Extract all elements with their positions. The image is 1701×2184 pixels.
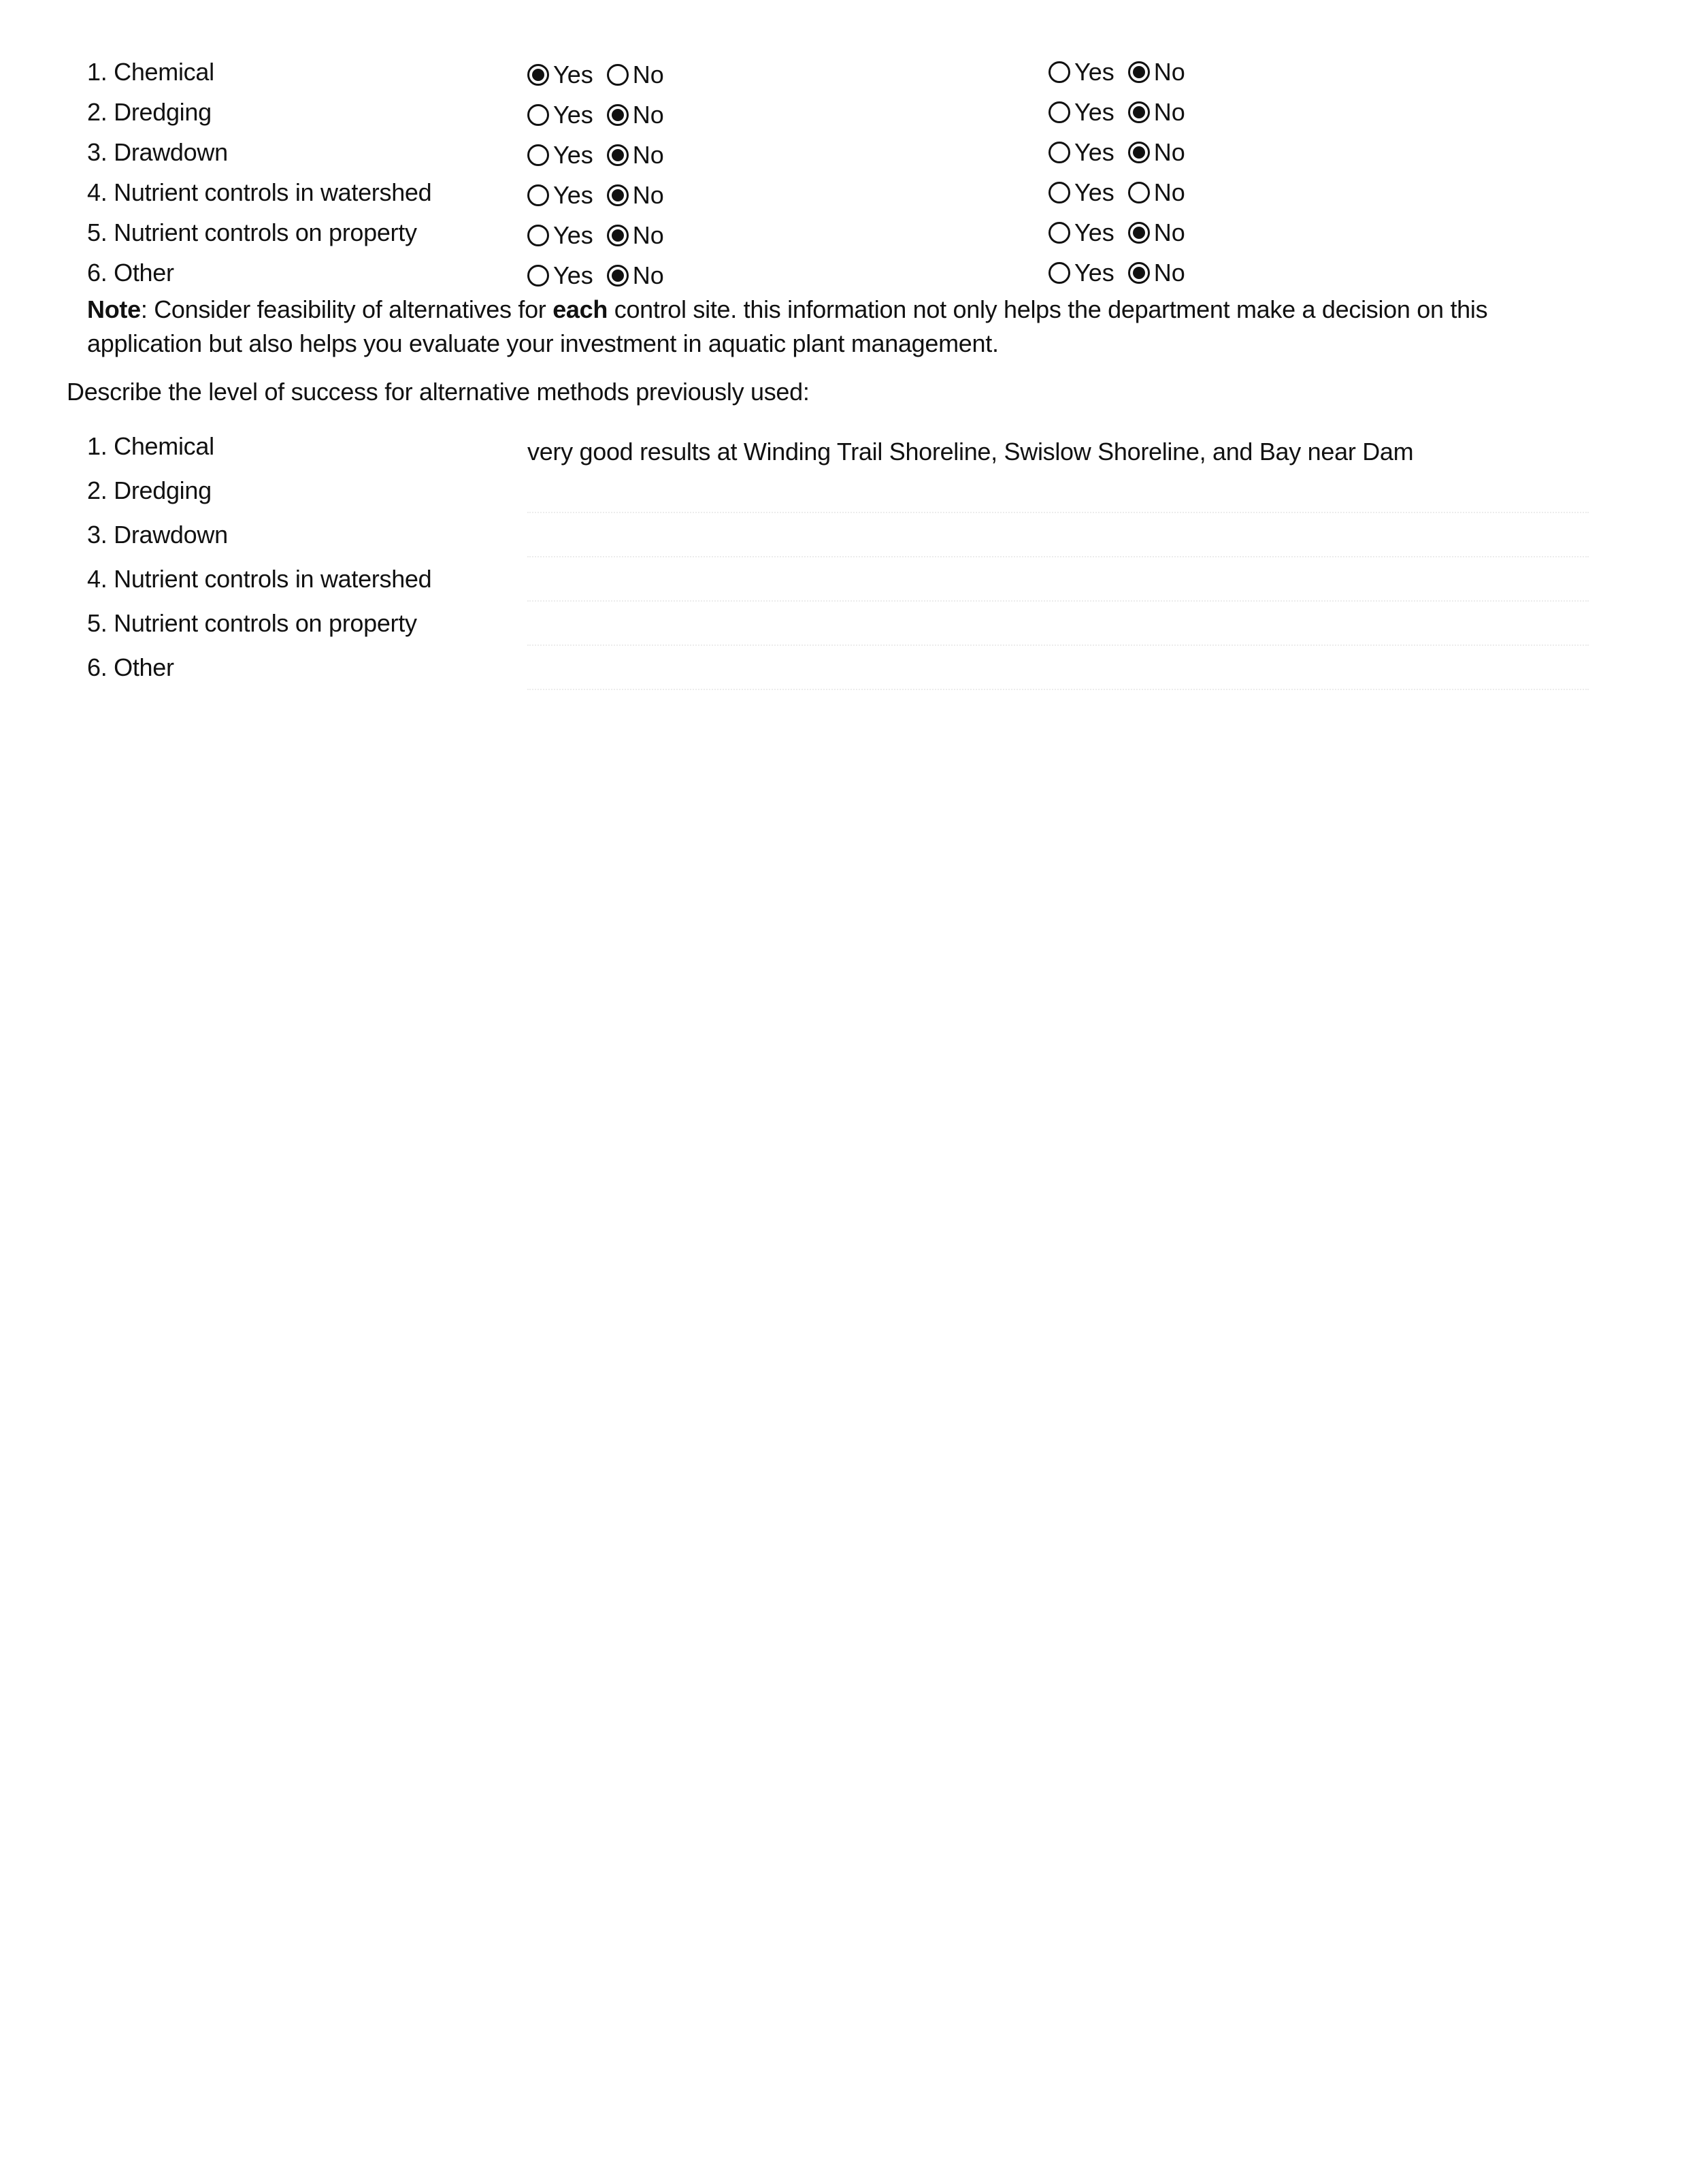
answer-line-4 xyxy=(527,600,1589,603)
no-option[interactable] xyxy=(607,60,664,90)
radio-label: No xyxy=(1153,98,1185,126)
radio-group-row3-col2 xyxy=(1048,137,1199,167)
radio-label: Yes xyxy=(1074,58,1114,86)
yes-option[interactable] xyxy=(527,60,593,90)
radio-dot xyxy=(1133,106,1145,118)
radio-label: No xyxy=(1153,218,1185,246)
radio-group-row4-col2 xyxy=(1048,178,1199,208)
yes-option[interactable] xyxy=(527,180,593,210)
success-label-4: 4. Nutrient controls in watershed xyxy=(87,565,432,593)
success-heading: Describe the level of success for alternative methods previously used: xyxy=(67,378,810,406)
radio-group-row3-col1 xyxy=(527,140,678,170)
yes-option[interactable] xyxy=(1048,57,1114,87)
radio-dot xyxy=(1133,66,1145,78)
radio-button[interactable] xyxy=(527,64,549,86)
note-bold-word: each xyxy=(552,295,608,323)
feasibility-label-4: 4. Nutrient controls in watershed xyxy=(87,178,432,206)
radio-label: No xyxy=(632,101,664,129)
radio-button[interactable] xyxy=(527,144,549,166)
radio-group-row1-col1 xyxy=(527,60,678,90)
yes-option[interactable] xyxy=(527,100,593,130)
yes-option[interactable] xyxy=(1048,258,1114,288)
radio-dot xyxy=(612,229,624,242)
radio-button[interactable] xyxy=(1128,142,1150,163)
radio-dot xyxy=(1133,267,1145,279)
yes-option[interactable] xyxy=(1048,218,1114,248)
yes-option[interactable] xyxy=(527,140,593,170)
note-text xyxy=(87,293,1584,361)
no-option[interactable] xyxy=(607,140,664,170)
radio-label: Yes xyxy=(553,101,593,129)
answer-line-2 xyxy=(527,512,1589,515)
radio-label: Yes xyxy=(553,181,593,209)
yes-option[interactable] xyxy=(1048,97,1114,127)
radio-button[interactable] xyxy=(1128,222,1150,244)
radio-dot xyxy=(1133,227,1145,239)
no-option[interactable] xyxy=(607,100,664,130)
radio-button[interactable] xyxy=(1128,61,1150,83)
radio-button[interactable] xyxy=(1048,262,1070,284)
radio-label: No xyxy=(1153,58,1185,86)
no-option[interactable] xyxy=(1128,97,1185,127)
feasibility-label-1: 1. Chemical xyxy=(87,58,214,86)
no-option[interactable] xyxy=(607,221,664,250)
radio-button[interactable] xyxy=(607,184,629,206)
radio-dot xyxy=(612,189,624,201)
radio-label: Yes xyxy=(1074,218,1114,246)
radio-group-row6-col2 xyxy=(1048,258,1199,288)
radio-label: Yes xyxy=(553,261,593,289)
radio-label: Yes xyxy=(1074,259,1114,287)
radio-group-row6-col1 xyxy=(527,261,678,291)
radio-button[interactable] xyxy=(607,225,629,246)
no-option[interactable] xyxy=(1128,137,1185,167)
radio-label: No xyxy=(1153,178,1185,206)
feasibility-label-2: 2. Dredging xyxy=(87,98,212,126)
yes-option[interactable] xyxy=(1048,178,1114,208)
success-answer-1[interactable]: very good results at Winding Trail Shoreline, Swislow Shoreline, and Bay near Dam xyxy=(527,438,1414,466)
radio-label: No xyxy=(1153,259,1185,287)
radio-label: Yes xyxy=(553,61,593,88)
note-bold-prefix: Note xyxy=(87,295,141,323)
radio-label: Yes xyxy=(553,221,593,249)
radio-button[interactable] xyxy=(1048,101,1070,123)
radio-button[interactable] xyxy=(1128,182,1150,203)
radio-group-row2-col1 xyxy=(527,100,678,130)
radio-button[interactable] xyxy=(1048,142,1070,163)
radio-button[interactable] xyxy=(1048,182,1070,203)
radio-group-row5-col2 xyxy=(1048,218,1199,248)
radio-dot xyxy=(612,270,624,282)
radio-group-row2-col2 xyxy=(1048,97,1199,127)
no-option[interactable] xyxy=(1128,178,1185,208)
no-option[interactable] xyxy=(1128,258,1185,288)
no-option[interactable] xyxy=(1128,218,1185,248)
success-label-2: 2. Dredging xyxy=(87,476,212,504)
radio-group-row4-col1 xyxy=(527,180,678,210)
note-text-2: control site. this information not only helps the department make a decision on this application but also helps you evaluate your investment in aquatic plant management. xyxy=(87,295,1488,357)
radio-button[interactable] xyxy=(607,104,629,126)
radio-button[interactable] xyxy=(1048,61,1070,83)
radio-button[interactable] xyxy=(1128,262,1150,284)
note-text-1: : Consider feasibility of alternatives for xyxy=(140,295,553,323)
feasibility-label-6: 6. Other xyxy=(87,259,174,287)
radio-label: Yes xyxy=(1074,98,1114,126)
radio-button[interactable] xyxy=(527,265,549,287)
success-label-6: 6. Other xyxy=(87,653,174,681)
radio-dot xyxy=(612,149,624,161)
no-option[interactable] xyxy=(607,261,664,291)
radio-button[interactable] xyxy=(607,144,629,166)
yes-option[interactable] xyxy=(527,261,593,291)
radio-label: Yes xyxy=(553,141,593,169)
radio-button[interactable] xyxy=(527,225,549,246)
feasibility-label-5: 5. Nutrient controls on property xyxy=(87,218,417,246)
no-option[interactable] xyxy=(1128,57,1185,87)
radio-button[interactable] xyxy=(527,104,549,126)
success-label-5: 5. Nutrient controls on property xyxy=(87,609,417,637)
answer-line-5 xyxy=(527,645,1589,647)
radio-label: No xyxy=(632,221,664,249)
radio-label: No xyxy=(1153,138,1185,166)
yes-option[interactable] xyxy=(1048,137,1114,167)
radio-dot xyxy=(612,109,624,121)
radio-label: No xyxy=(632,261,664,289)
radio-group-row1-col2 xyxy=(1048,57,1199,87)
radio-button[interactable] xyxy=(1128,101,1150,123)
radio-button[interactable] xyxy=(607,64,629,86)
radio-dot xyxy=(1133,146,1145,159)
radio-button[interactable] xyxy=(1048,222,1070,244)
radio-label: No xyxy=(632,141,664,169)
radio-label: Yes xyxy=(1074,178,1114,206)
no-option[interactable] xyxy=(607,180,664,210)
radio-group-row5-col1 xyxy=(527,221,678,250)
radio-label: Yes xyxy=(1074,138,1114,166)
radio-label: No xyxy=(632,181,664,209)
answer-line-6 xyxy=(527,689,1589,691)
success-label-3: 3. Drawdown xyxy=(87,521,228,549)
radio-button[interactable] xyxy=(527,184,549,206)
yes-option[interactable] xyxy=(527,221,593,250)
radio-label: No xyxy=(632,61,664,88)
feasibility-label-3: 3. Drawdown xyxy=(87,138,228,166)
radio-button[interactable] xyxy=(607,265,629,287)
radio-dot xyxy=(532,69,544,81)
answer-line-3 xyxy=(527,556,1589,559)
success-label-1: 1. Chemical xyxy=(87,432,214,460)
